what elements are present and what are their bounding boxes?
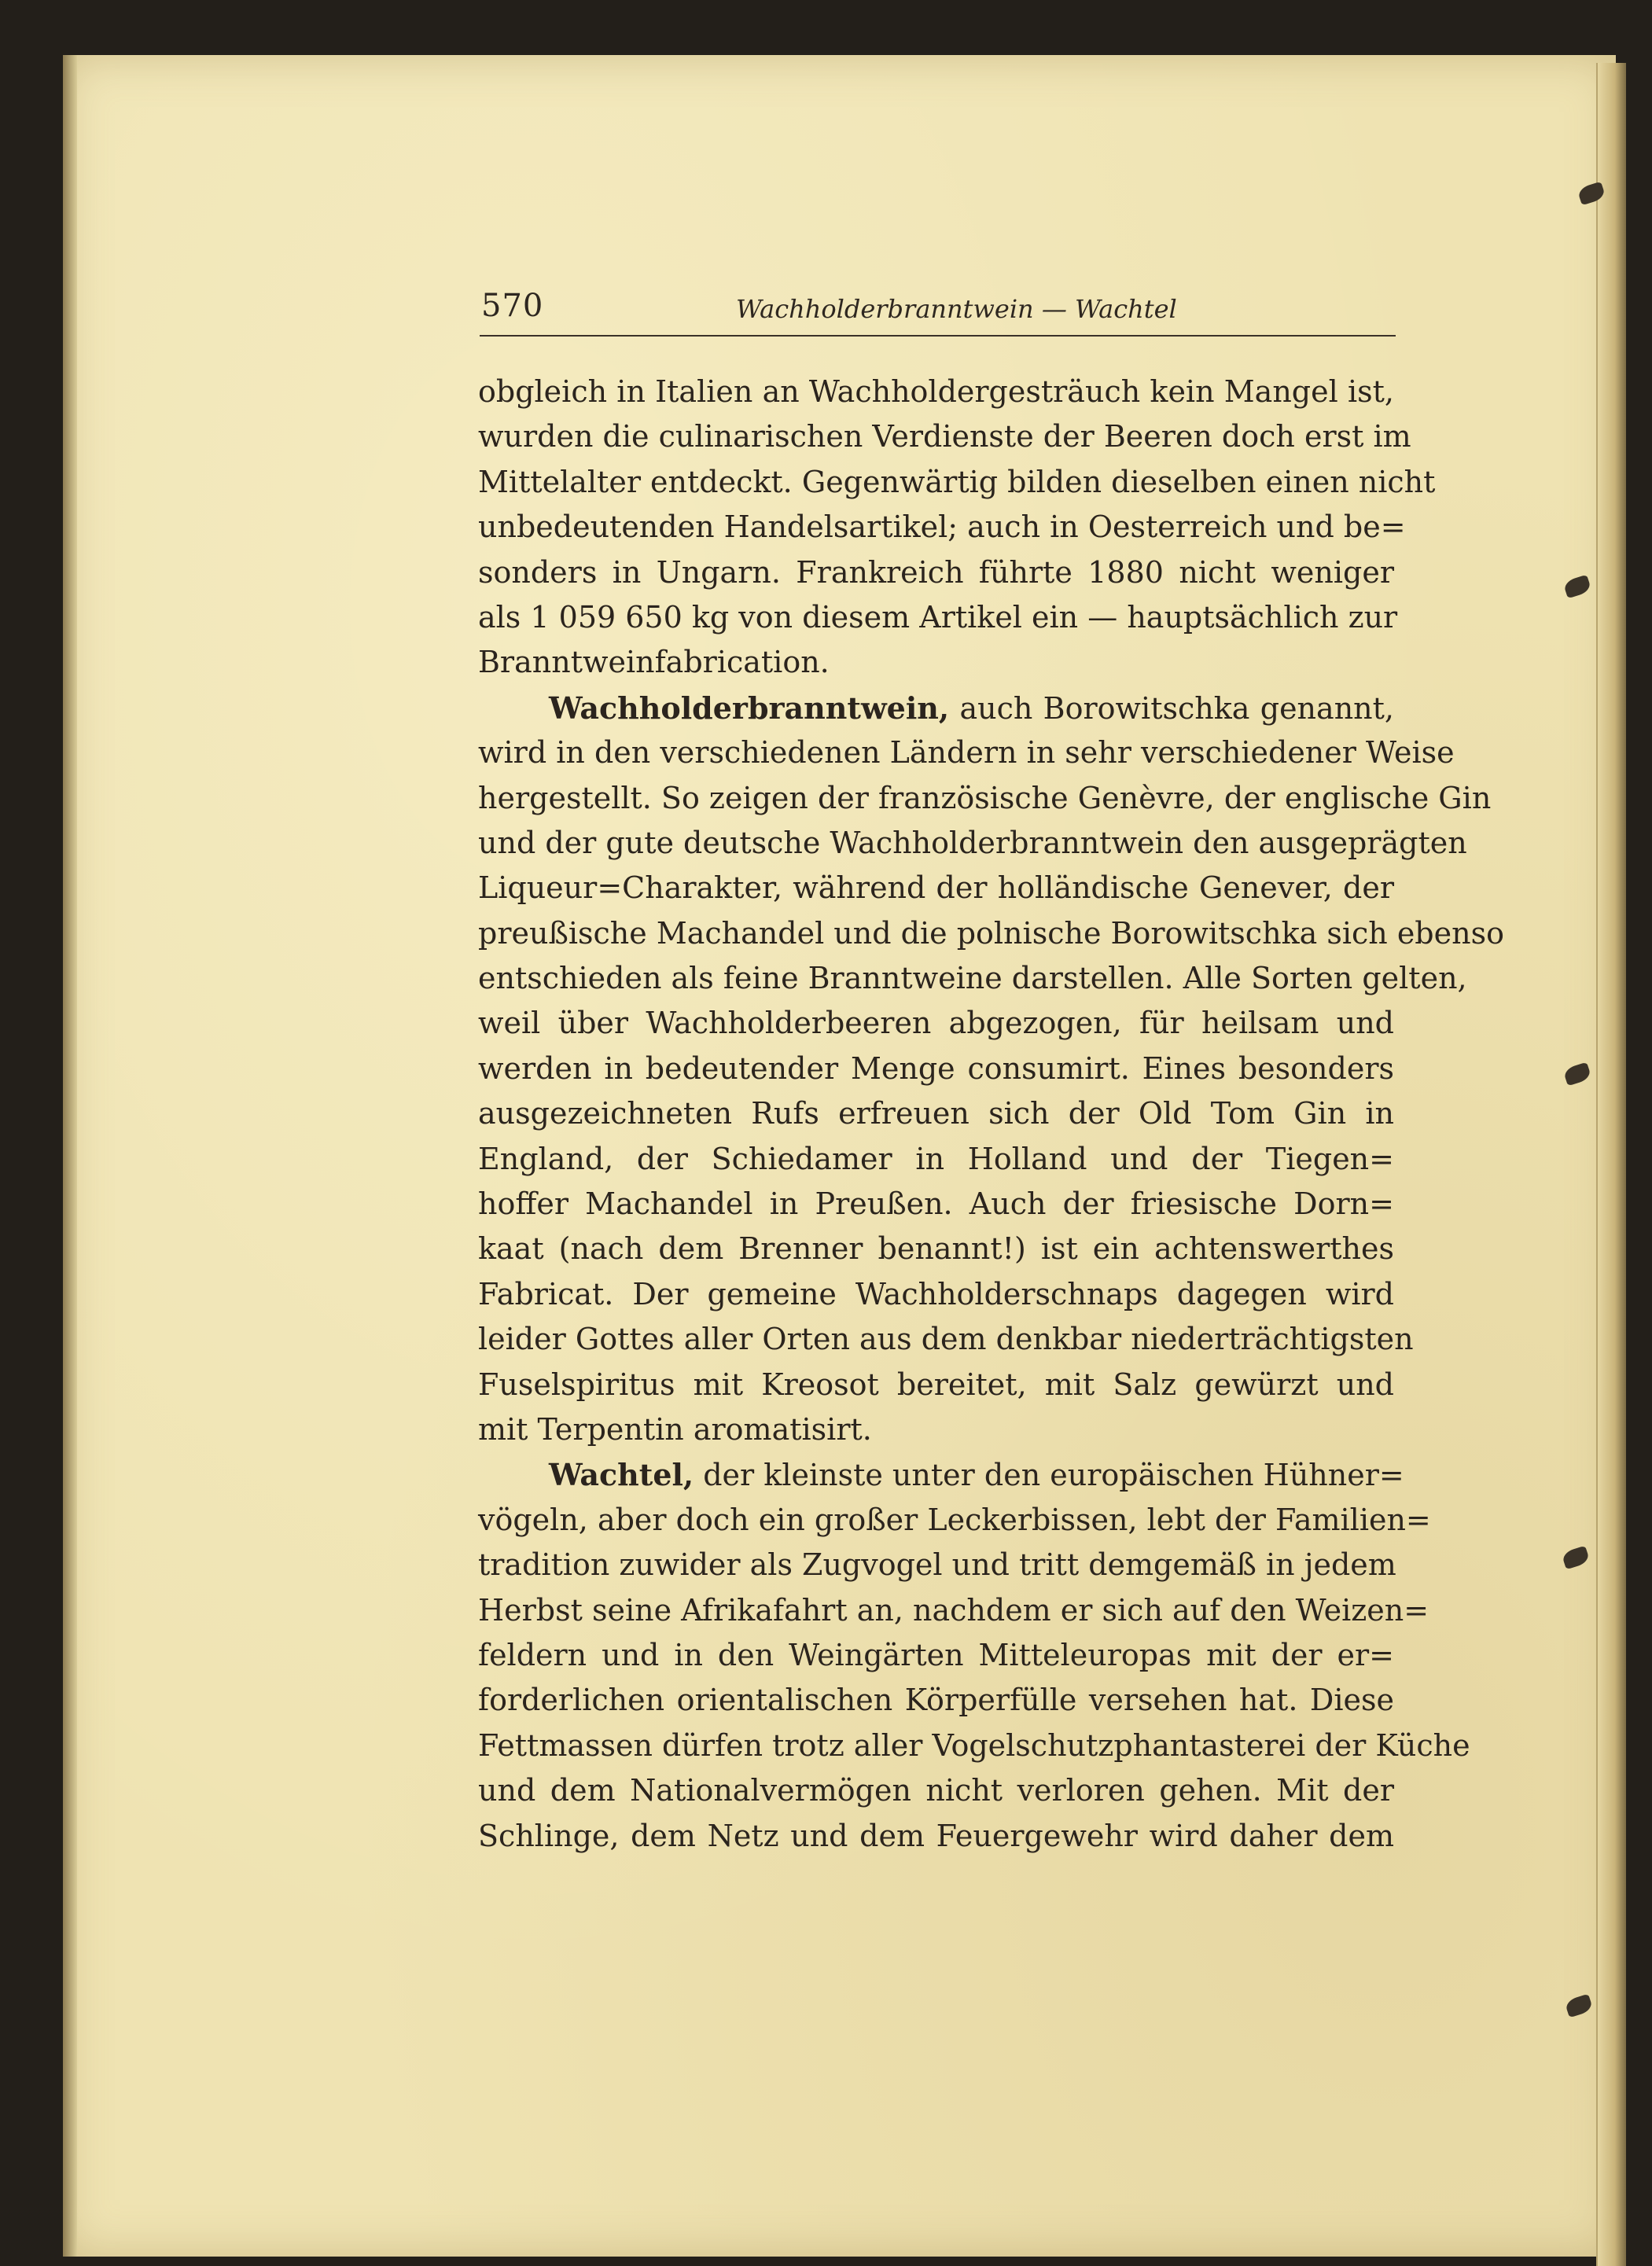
- text-line: sonders in Ungarn. Frankreich führte 1880 nicht weniger: [478, 554, 1394, 590]
- binding-fold: [1596, 63, 1626, 2266]
- text-line: wurden die culinarischen Verdienste der Beeren doch erst im: [478, 419, 1411, 454]
- left-page-edge: [63, 55, 77, 2257]
- text-line: Branntweinfabrication.: [478, 645, 830, 680]
- text-line: mit Terpentin aromatisirt.: [478, 1411, 872, 1447]
- page-number: 570: [481, 288, 544, 324]
- text-line: hoffer Machandel in Preußen. Auch der friesische Dorn=: [478, 1186, 1394, 1222]
- entry-first-line-rest: der kleinste unter den europäischen Hühner=: [694, 1458, 1404, 1493]
- text-line: Mittelalter entdeckt. Gegenwärtig bilden dieselben einen nicht: [478, 464, 1436, 499]
- running-head: Wachholderbranntwein — Wachtel: [736, 294, 1177, 324]
- text-line: hergestellt. So zeigen der französische Genèvre, der englische Gin: [478, 780, 1492, 815]
- text-line: und der gute deutsche Wachholderbranntwein den ausgeprägten: [478, 825, 1467, 860]
- text-line: ausgezeichneten Rufs erfreuen sich der Old Tom Gin in: [478, 1096, 1394, 1131]
- text-line: England, der Schiedamer in Holland und der Tiegen=: [478, 1141, 1394, 1176]
- text-line: Fettmassen dürfen trotz aller Vogelschutzphantasterei der Küche: [478, 1727, 1470, 1763]
- text-line: und dem Nationalvermögen nicht verloren gehen. Mit der: [478, 1773, 1394, 1808]
- entry-first-line: [478, 686, 1394, 730]
- text-line: leider Gottes aller Orten aus dem denkbar niederträchtigsten: [478, 1322, 1414, 1357]
- text-line: feldern und in den Weingärten Mitteleuropas mit der er=: [478, 1637, 1394, 1672]
- text-line: Fuselspiritus mit Kreosot bereitet, mit Salz gewürzt und: [478, 1367, 1394, 1402]
- text-line: tradition zuwider als Zugvogel und tritt demgemäß in jedem: [478, 1547, 1396, 1583]
- entry-first-line: [478, 1452, 1404, 1497]
- text-line: Fabricat. Der gemeine Wachholderschnaps dagegen wird: [478, 1276, 1394, 1311]
- entry-first-line-rest: auch Borowitschka genannt,: [949, 690, 1394, 726]
- text-line: obgleich in Italien an Wachholdergesträuch kein Mangel ist,: [478, 374, 1394, 409]
- entry-lemma: Wachholderbranntwein,: [549, 690, 950, 726]
- page-header: [480, 285, 1396, 337]
- text-line: als 1 059 650 kg von diesem Artikel ein — hauptsächlich zur: [478, 599, 1398, 635]
- text-line: weil über Wachholderbeeren abgezogen, für heilsam und: [478, 1006, 1394, 1041]
- text-line: Schlinge, dem Netz und dem Feuergewehr wird daher dem: [478, 1818, 1394, 1853]
- text-line: forderlichen orientalischen Körperfülle versehen hat. Diese: [478, 1683, 1394, 1718]
- text-line: unbedeutenden Handelsartikel; auch in Oesterreich und be=: [478, 509, 1406, 545]
- text-line: vögeln, aber doch ein großer Leckerbissen, lebt der Familien=: [478, 1502, 1431, 1537]
- text-line: preußische Machandel und die polnische Borowitschka sich ebenso: [478, 915, 1504, 951]
- text-line: Herbst seine Afrikafahrt an, nachdem er sich auf den Weizen=: [478, 1592, 1429, 1628]
- text-line: Liqueur=Charakter, während der holländische Genever, der: [478, 870, 1394, 906]
- text-line: werden in bedeutender Menge consumirt. Eines besonders: [478, 1050, 1394, 1086]
- text-line: kaat (nach dem Brenner benannt!) ist ein achtenswerthes: [478, 1231, 1394, 1267]
- text-line: wird in den verschiedenen Ländern in sehr verschiedener Weise: [478, 735, 1455, 771]
- entry-lemma: Wachtel,: [549, 1457, 694, 1493]
- body-text: [478, 370, 1504, 1859]
- text-line: entschieden als feine Branntweine darstellen. Alle Sorten gelten,: [478, 961, 1467, 996]
